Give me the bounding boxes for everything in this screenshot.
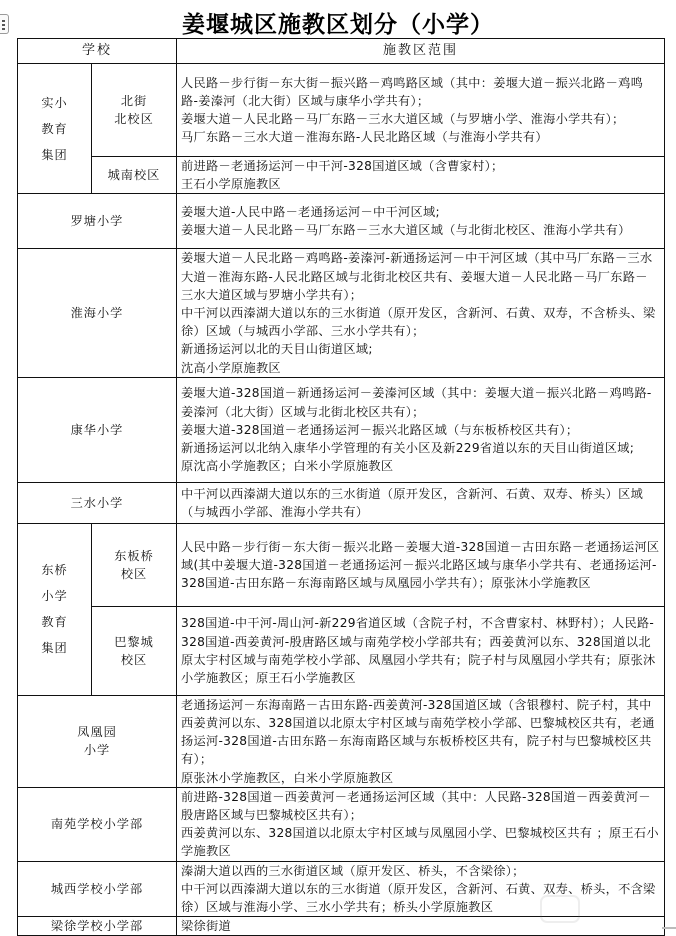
school-area-huaihai: 姜堰大道－人民北路－鸡鸣路-姜溱河-新通扬运河－中干河区域（其中马厂东路－三水大道－淮海东路-人民北路区域与北街北校区共有、姜堰大道－人民北路－马厂东路－三水大道区域与罗塘小学共有）； 中干河以西溱湖大道以东的三水街道（原开发区，含新河、石黄、双寿，不含桥头、梁徐）区域（与城西小学部、三水小学共有）； 新通扬运河以北的天目山街道区域; 沈高小学原施教区 xyxy=(177,249,665,377)
page-corner-mark xyxy=(662,927,676,929)
school-name-nanyuan: 南苑学校小学部 xyxy=(18,787,177,861)
school-name-liangxu: 梁徐学校小学部 xyxy=(18,917,177,936)
campus-name-beijie: 北街 北校区 xyxy=(92,64,177,157)
school-district-table xyxy=(17,38,665,936)
campus-area-dongbanqiao: 人民中路－步行街－东大街－振兴北路－姜堰大道-328国道－古田东路－老通扬运河区域(其中姜堰大道-328国道－老通扬运河－振兴北路区域与康华小学共有、老通扬运河-328国道-古田东路－东海南路区域与凤凰园小学共有）；原张沐小学施教区 xyxy=(177,523,665,606)
group-name-dongqiao: 东桥 小学 教育 集团 xyxy=(18,523,92,695)
school-area-luotang: 姜堰大道-人民中路－老通扬运河－中干河区域; 姜堰大道－人民北路－马厂东路－三水大道区域（与北街北校区、淮海小学共有） xyxy=(177,194,665,249)
school-area-kanghua: 姜堰大道-328国道－新通扬运河－姜溱河区域（其中：姜堰大道－振兴北路－鸡鸣路-姜溱河（北大街）区域与北街北校区共有）； 姜堰大道-328国道－老通扬运河－振兴北路区域（与东板桥校区共有）； 新通扬运河以北纳入康华小学管理的有关小区及新229省道以东的天目山街道区域; 原沈高小学施教区；白米小学原施教区 xyxy=(177,377,665,482)
campus-name-balicheng: 巴黎城 校区 xyxy=(92,606,177,695)
school-name-sanshui: 三水小学 xyxy=(18,482,177,523)
school-area-fenghuangyuan: 老通扬运河－东海南路－古田东路-西姜黄河-328国道区域（含银穆村、院子村，其中西姜黄河以东、328国道以北原太宇村区域与南苑学校小学部、巴黎城校区共有，老通扬运河-328国道-古田东路－东海南路区域与东板桥校区共有，院子村与巴黎城校区共有）； 原张沐小学施教区，白米小学原施教区 xyxy=(177,695,665,787)
school-name-luotang: 罗塘小学 xyxy=(18,194,177,249)
table-row xyxy=(18,249,665,377)
school-name-kanghua: 康华小学 xyxy=(18,377,177,482)
school-name-chengxi: 城西学校小学部 xyxy=(18,861,177,917)
school-area-chengxi: 溱湖大道以西的三水街道区域（原开发区、桥头，不含梁徐）； 中干河以西溱湖大道以东的三水街道（原开发区，含新河、石黄、双寿、桥头，不含梁徐）区域与淮海小学、三水小学共有；桥头小学原施教区 xyxy=(177,861,665,917)
school-name-huaihai: 淮海小学 xyxy=(18,249,177,377)
table-row xyxy=(18,194,665,249)
page-title: 姜堰城区施教区划分（小学） xyxy=(182,11,494,38)
header-area: 施教区范围 xyxy=(177,39,665,64)
school-area-liangxu: 梁徐街道 xyxy=(177,917,665,936)
campus-name-dongbanqiao: 东板桥 校区 xyxy=(92,523,177,606)
table-row xyxy=(18,606,665,695)
campus-name-chengnan: 城南校区 xyxy=(92,157,177,194)
table-row xyxy=(18,377,665,482)
table-header-row xyxy=(18,39,665,64)
group-name-shixiao: 实小 教育 集团 xyxy=(18,64,92,194)
campus-area-beijie: 人民路－步行街－东大街－振兴路－鸡鸣路区域（其中：姜堰大道－振兴北路－鸡鸣路-姜溱河（北大街）区域与康华小学共有）； 姜堰大道－人民北路－马厂东路－三水大道区域（与罗塘小学、淮海小学共有）； 马厂东路－三水大道－淮海东路-人民北路区域（与淮海小学共有） xyxy=(177,64,665,157)
table-row xyxy=(18,523,665,606)
table-row xyxy=(18,917,665,936)
table-row xyxy=(18,695,665,787)
table-row xyxy=(18,787,665,861)
campus-area-balicheng: 328国道-中干河-周山河-新229省道区域（含院子村，不含曹家村、林野村）；人民路-328国道-西姜黄河-殷唐路区域与南苑学校小学部共有；西姜黄河以东、328国道以北原太宇村区域与南苑学校小学部、凤凰园小学共有；院子村与凤凰园小学共有；原张沐小学施教区；原王石小学施教区 xyxy=(177,606,665,695)
school-area-sanshui: 中干河以西溱湖大道以东的三水街道（原开发区，含新河、石黄、双寿、桥头）区域（与城西小学部、淮海小学共有） xyxy=(177,482,665,523)
table-row xyxy=(18,861,665,917)
table-row xyxy=(18,482,665,523)
school-name-fenghuangyuan: 凤凰园 小学 xyxy=(18,695,177,787)
school-area-nanyuan: 前进路-328国道－西姜黄河－老通扬运河区域（其中：人民路-328国道－西姜黄河－殷唐路区域与巴黎城校区共有）； 西姜黄河以东、328国道以北原太宇村区域与凤凰园小学、巴黎城校区共有 ；原王石小学施教区 xyxy=(177,787,665,861)
table-row xyxy=(18,157,665,194)
header-school: 学校 xyxy=(18,39,177,64)
table-row xyxy=(18,64,665,157)
campus-area-chengnan: 前进路－老通扬运河－中干河-328国道区域（含曹家村）； 王石小学原施教区 xyxy=(177,157,665,194)
